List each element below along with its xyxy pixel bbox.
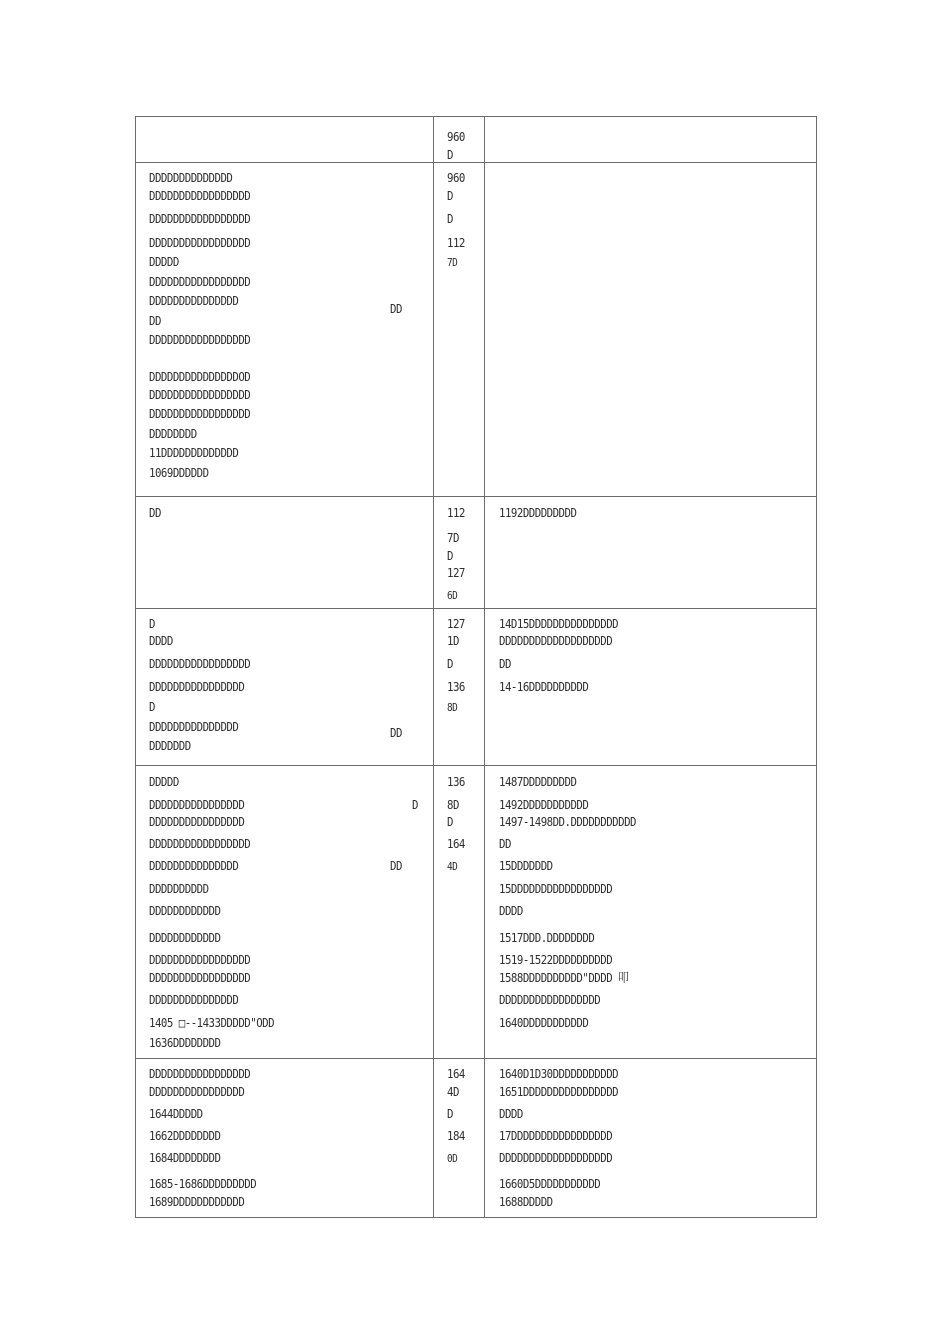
table-cell-text: DDDDDDDDDDDDDDDDD	[149, 656, 251, 671]
table-cell-text: 136	[447, 679, 465, 694]
table-cell-text: 1684DDDDDDDD	[149, 1150, 221, 1165]
table-cell-text: DDDDDDDDDDDDDDD	[149, 858, 239, 873]
table-cell-text: 15DDDDDDD	[499, 858, 553, 873]
table-cell-text: DDDDDDDDDDDDDDDDD	[149, 970, 251, 985]
table-cell-text: 1636DDDDDDDD	[149, 1035, 221, 1050]
table-cell-text: DDDDD	[149, 774, 179, 789]
row-divider	[136, 1058, 816, 1059]
table-cell-text: 164	[447, 836, 465, 851]
column-divider	[433, 117, 434, 1217]
table-cell-text: DDDDDDDDDDDDDDDDD	[149, 235, 251, 250]
table-cell-text: 8D	[447, 797, 459, 812]
row-divider	[136, 608, 816, 609]
table-cell-text: 127	[447, 565, 465, 580]
table-cell-text: DDDDDDDDDDDDDDDD	[149, 814, 245, 829]
table-cell-text: DDDDDDDDDDDDDDDDD	[149, 836, 251, 851]
table-cell-text: 112	[447, 235, 465, 250]
table-cell-text: DDDDDDDDDDDDDDDD	[149, 797, 245, 812]
table-cell-text: 1688DDDDD	[499, 1194, 553, 1209]
table-cell-text: 7D	[447, 530, 459, 545]
table-cell-text: 1689DDDDDDDDDDDD	[149, 1194, 245, 1209]
table-cell-text: 1519-1522DDDDDDDDDD	[499, 952, 613, 967]
table-cell-text: DDDDDDDD	[149, 426, 197, 441]
table-cell-text: 1660D5DDDDDDDDDDD	[499, 1176, 601, 1191]
table-cell-text: 1662DDDDDDDD	[149, 1128, 221, 1143]
table-cell-text: 184	[447, 1128, 465, 1143]
table-cell-text: DDDDDDDDDDDDDDDDDDD	[499, 1150, 613, 1165]
table-cell-text: 1644DDDDD	[149, 1106, 203, 1121]
table-cell-text: DDDDDDDDDDDDDDD	[149, 992, 239, 1007]
table-cell-text: 14D15DDDDDDDDDDDDDDD	[499, 616, 619, 631]
table-cell-side-text: D	[412, 797, 418, 812]
row-divider	[136, 162, 816, 163]
table-cell-text: DDDDDDDDDDDD	[149, 903, 221, 918]
table-cell-text: D	[447, 188, 453, 203]
table-cell-text: D	[447, 814, 453, 829]
table-cell-text: D	[447, 548, 453, 563]
table-cell-text: DD	[149, 313, 161, 328]
table-cell-text: 1517DDD.DDDDDDDD	[499, 930, 595, 945]
table-cell-text: DDDDDDDDDDDDDDDDD	[499, 992, 601, 1007]
table-cell-text: 1588DDDDDDDDDD"DDDD 叩	[499, 970, 629, 985]
table-cell-text: 1192DDDDDDDDD	[499, 505, 577, 520]
table-cell-side-text: DD	[390, 725, 402, 740]
table-cell-text: 112	[447, 505, 465, 520]
table-cell-text: 127	[447, 616, 465, 631]
table-cell-text: DDDDDDDDDDDDDDDD	[149, 679, 245, 694]
table-cell-text: DDDDDDDDDDDDDDDDD	[149, 952, 251, 967]
table-cell-text: D	[447, 211, 453, 226]
table-cell-text: D	[447, 656, 453, 671]
table-cell-text: 1497-1498DD.DDDDDDDDDDD	[499, 814, 636, 829]
table-cell-text: 1640D1D30DDDDDDDDDDD	[499, 1066, 619, 1081]
table-cell-text: 7D	[447, 256, 458, 269]
table-cell-text: 4D	[447, 1084, 459, 1099]
table-cell-text: DDDDDDDDDDDD	[149, 930, 221, 945]
table-cell-text: DDDDDDDDDDDDDDDDD	[149, 188, 251, 203]
table-cell-text: 4D	[447, 860, 458, 873]
table-cell-text: 960	[447, 170, 465, 185]
table-cell-text: DDDDDDDDDDDDDDDD	[149, 1084, 245, 1099]
table-cell-text: DDDDDDDDDDDDDDDDD	[149, 1066, 251, 1081]
table-cell-text: DDDDDDDDDDDDDDDOD	[149, 369, 251, 384]
table-cell-text: D	[149, 616, 155, 631]
table-cell-text: DDDDDDDDDDDDDDDDD	[149, 332, 251, 347]
table-cell-text: D	[447, 1106, 453, 1121]
table-cell-text: 11DDDDDDDDDDDDD	[149, 445, 239, 460]
row-divider	[136, 496, 816, 497]
table-cell-text: 8D	[447, 701, 458, 714]
table-cell-text: DDDDDDDDDDDDDDDDD	[149, 274, 251, 289]
table-cell-side-text: DD	[390, 858, 402, 873]
table-cell-text: DDDD	[499, 1106, 523, 1121]
table-cell-text: DDDDDDDDDDDDDDD	[149, 293, 239, 308]
table-cell-text: DD	[499, 836, 511, 851]
table-cell-text: 15DDDDDDDDDDDDDDDDD	[499, 881, 613, 896]
table-cell-text: 1D	[447, 633, 459, 648]
table-cell-side-text: DD	[390, 301, 402, 316]
table-cell-text: DDDDDDDDDDDDDDDDD	[149, 387, 251, 402]
table-cell-text: DDDDDDDDDDDDDD	[149, 170, 233, 185]
table-cell-text: DD	[149, 505, 161, 520]
table-cell-text: D	[447, 147, 453, 162]
table-cell-text: 960	[447, 129, 465, 144]
table-cell-text: DDDD	[149, 633, 173, 648]
table-cell-text: DDDD	[499, 903, 523, 918]
table-cell-text: 164	[447, 1066, 465, 1081]
row-divider	[136, 765, 816, 766]
table-cell-text: D	[149, 699, 155, 714]
table-cell-text: DDDDDDDDDD	[149, 881, 209, 896]
table-cell-text: 14-16DDDDDDDDDD	[499, 679, 589, 694]
table-cell-text: DDDDDDD	[149, 738, 191, 753]
table-cell-text: 1651DDDDDDDDDDDDDDDD	[499, 1084, 619, 1099]
table-cell-text: DDDDDDDDDDDDDDDDDDD	[499, 633, 613, 648]
table-cell-text: 1640DDDDDDDDDDD	[499, 1015, 589, 1030]
table-cell-text: DDDDDDDDDDDDDDDDD	[149, 211, 251, 226]
table-cell-text: 1685-1686DDDDDDDDD	[149, 1176, 257, 1191]
table-cell-text: 1492DDDDDDDDDDD	[499, 797, 589, 812]
table-cell-text: DDDDDDDDDDDDDDDDD	[149, 406, 251, 421]
table-cell-text: 0D	[447, 1152, 458, 1165]
table-cell-text: DDDDDDDDDDDDDDD	[149, 719, 239, 734]
column-divider	[484, 117, 485, 1217]
table-cell-text: DD	[499, 656, 511, 671]
table-cell-text: 1405 □--1433DDDDD"ODD	[149, 1015, 275, 1030]
table-cell-text: 6D	[447, 589, 458, 602]
table-cell-text: 17DDDDDDDDDDDDDDDDD	[499, 1128, 613, 1143]
table-cell-text: 1487DDDDDDDDD	[499, 774, 577, 789]
table-cell-text: DDDDD	[149, 254, 179, 269]
table-cell-text: 136	[447, 774, 465, 789]
table-cell-text: 1069DDDDDD	[149, 465, 209, 480]
